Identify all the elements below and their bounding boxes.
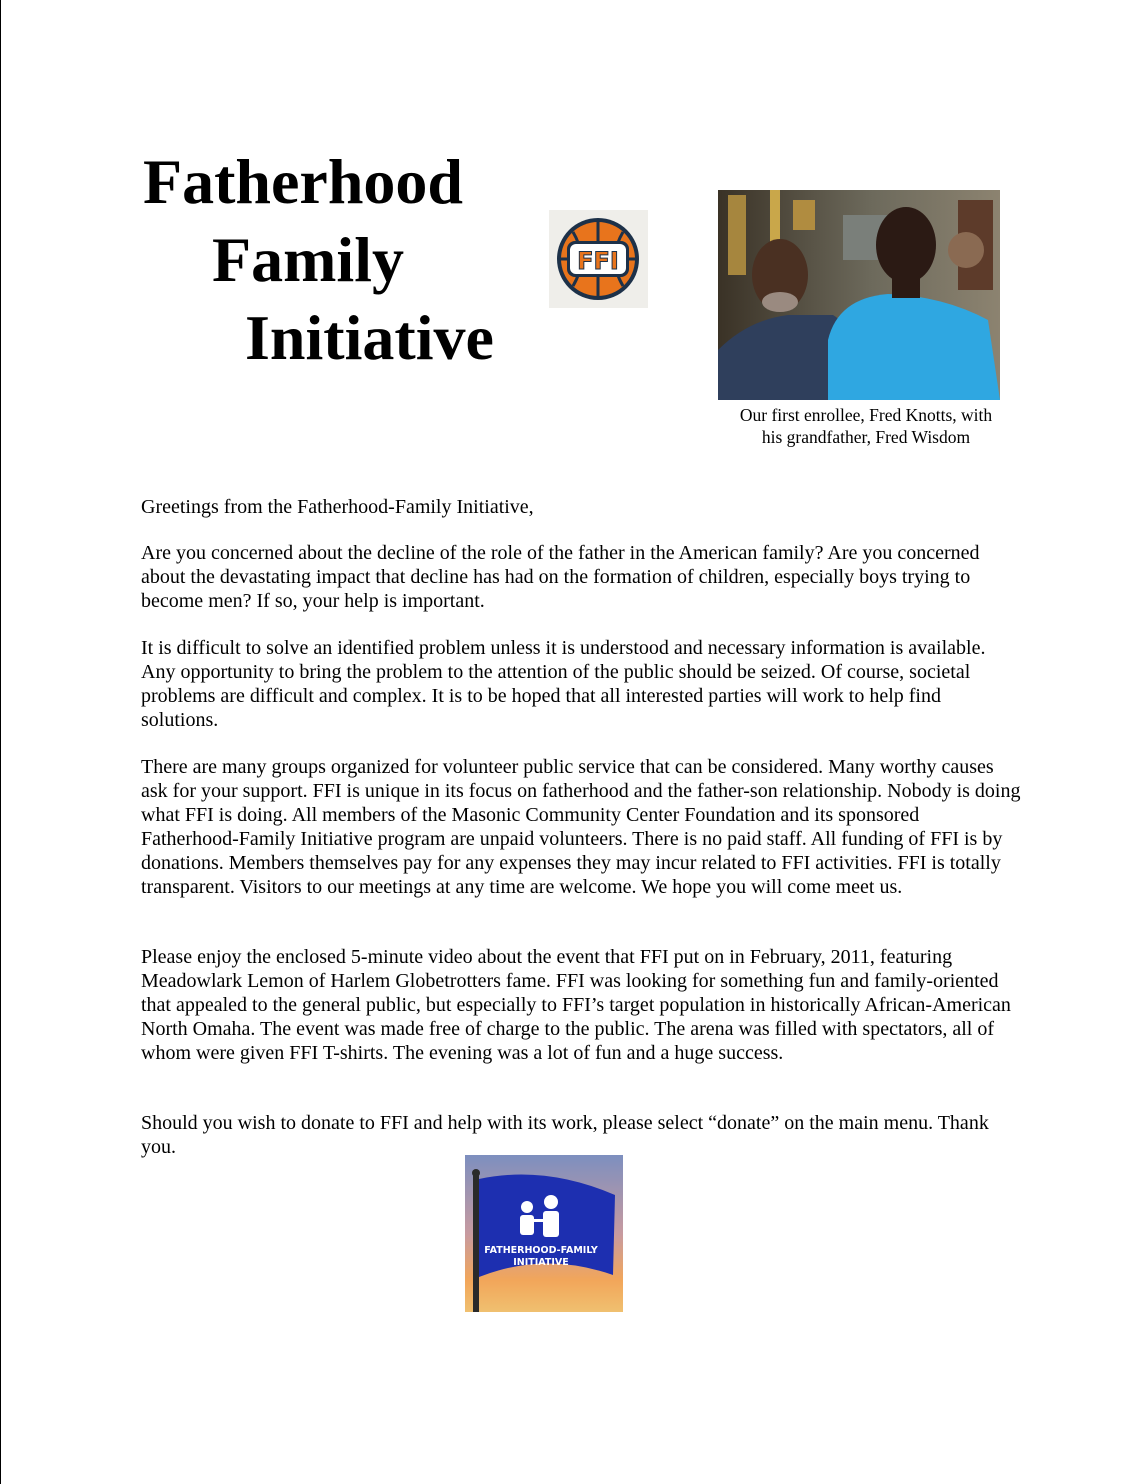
- logo-text: FFI: [577, 247, 619, 275]
- paragraph-volunteers: There are many groups organized for volunteer public service that can be considered. Many worthy causes ask for your support. FFI is unique in its focus on fatherhood and the father-son relationship. Nobody is doing what FFI is doing. All members of the Masonic Community Center Foundation and its sponsored Fatherhood-Family Initiative program are unpaid volunteers. There is no paid staff. All funding of FFI is by donations. Members themselves pay for any expenses they may incur related to FFI activities. FFI is totally transparent. Visitors to our meetings at any time are welcome. We hope you will come meet us.: [141, 756, 1021, 898]
- paragraph-donate: Should you wish to donate to FFI and help with its work, please select “donate” on the main menu. Thank you.: [141, 1112, 989, 1158]
- photo-caption: [701, 404, 1031, 448]
- paragraph-event: Please enjoy the enclosed 5-minute video about the event that FFI put on in February, 2011, featuring Meadowlark Lemon of Harlem Globetrotters fame. FFI was looking for something fun and family-oriented that appealed to the general public, but especially to FFI’s target population in historically African-American North Omaha. The event was made free of charge to the public. The arena was filled with spectators, all of whom were given FFI T-shirts. The evening was a lot of fun and a huge success.: [141, 946, 1011, 1064]
- title-line-2: Family: [212, 224, 404, 295]
- ffi-flag-image: [465, 1155, 623, 1312]
- enrollee-photo: [718, 190, 1000, 400]
- paragraph-concern: Are you concerned about the decline of the role of the father in the American family? Are you concerned about the devastating impact that decline has had on the formation of children, especially boys trying to become men? If so, your help is important.: [141, 542, 980, 612]
- title-line-3: Initiative: [245, 302, 494, 373]
- greeting: Greetings from the Fatherhood-Family Initiative,: [141, 496, 534, 518]
- basketball-icon: [549, 210, 648, 308]
- paragraph-problem: It is difficult to solve an identified problem unless it is understood and necessary information is available. Any opportunity to bring the problem to the attention of the public should be seized. Of course, societal problems are difficult and complex. It is to be hoped that all interested parties will work to help find solutions.: [141, 637, 986, 731]
- flag-line-1: FATHERHOOD-FAMILY: [484, 1245, 598, 1256]
- ffi-logo: [549, 210, 648, 308]
- caption-line-2: his grandfather, Fred Wisdom: [761, 427, 971, 447]
- flag-line-2: INITIATIVE: [513, 1257, 569, 1268]
- title-line-1: Fatherhood: [143, 146, 463, 217]
- caption-line-1: Our first enrollee, Fred Knotts, with: [739, 405, 993, 425]
